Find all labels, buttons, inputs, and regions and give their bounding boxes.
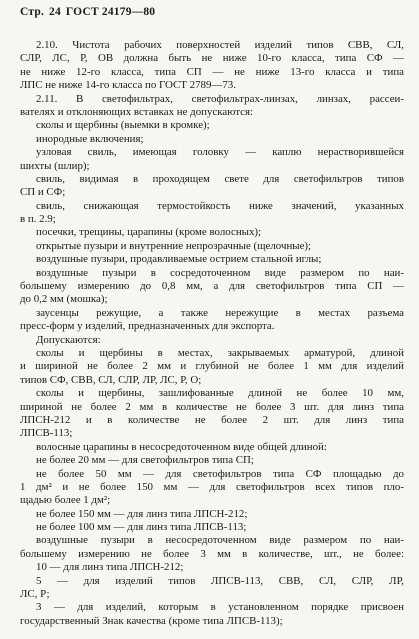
text-line: не более 20 мм — для светофильтров типа СП;	[36, 454, 254, 467]
document-body	[20, 39, 404, 628]
text-line: узловая свиль, имеющая головку — каплю нерастворившейся	[36, 146, 404, 159]
page-header	[20, 6, 160, 18]
text-line: открытые пузыри и внутренние непрозрачные (щелочные);	[36, 239, 312, 252]
text-line: 5 — для изделий типов ЛПСВ-113, СВВ, СЛ, СЛР, ЛР,	[36, 574, 404, 587]
text-line: воздушные пузыри в сосредоточенном виде размером по наи-	[36, 266, 404, 279]
text-line: сколы и щербины в местах, закрываемых арматурой, длиной	[36, 346, 404, 359]
page-label: Стр.	[20, 6, 45, 18]
text-line: волосные царапины в несосредоточенном виде общей длиной:	[36, 440, 327, 453]
text-line: большему измерению не более 3 мм в количестве, шт., не более:	[20, 547, 404, 560]
text-line: щадью более 1 дм²;	[20, 494, 111, 507]
text-line: сколы и щербины (выемки в кромке);	[36, 119, 210, 132]
text-line: ЛПСН-212 и в количестве не более 2 шт. для линз типа	[20, 413, 404, 426]
text-line: не более 50 мм — для светофильтров типа СФ площадью до	[36, 467, 404, 480]
text-line: 2.11. В светофильтрах, светофильтрах-линзах, линзах, рассеи-	[36, 92, 404, 105]
text-line: и шириной не более 2 мм и глубиной не более 1 мм для изделий	[20, 360, 404, 373]
text-line: 3 — для изделий, которым в установленном порядке присвоен	[36, 601, 404, 614]
text-line: свиль, снижающая термостойкость ниже значений, указанных	[36, 199, 404, 212]
text-line: заусенцы режущие, а также нережущие в местах разъема	[36, 306, 404, 319]
text-line: 2.10. Чистота рабочих поверхностей изделий типов СВВ, СЛ,	[36, 39, 404, 51]
text-line: ЛС, Р;	[20, 588, 50, 601]
text-line: сколы и щербины, зашлифованные длиной не более 10 мм,	[36, 387, 404, 400]
text-line: не более 100 мм — для линз типа ЛПСВ-113;	[36, 521, 247, 534]
text-line: вателях и отклоняющих вставках не допускаются:	[20, 105, 253, 118]
text-line: 10 — для линз типа ЛПСН-212;	[36, 561, 184, 574]
text-line: СП и СФ;	[20, 186, 66, 199]
standard-id: ГОСТ 24179—80	[65, 6, 156, 18]
text-line: 1 дм² и не более 150 мм — для светофильтров всех типов пло-	[20, 480, 404, 493]
page-number: 24	[49, 6, 61, 18]
text-line: воздушные пузыри в несосредоточенном виде размером по наи-	[36, 534, 404, 547]
text-line: пресс-форм у изделий, предназначенных для экспорта.	[20, 320, 275, 333]
text-line: свиль, видимая в проходящем свете для светофильтров типов	[36, 172, 404, 185]
text-line: в п. 2.9;	[20, 213, 56, 226]
text-line: Допускаются:	[36, 333, 101, 346]
text-line: шихты (шлир);	[20, 159, 90, 172]
text-line: не более 150 мм — для линз типа ЛПСН-212;	[36, 507, 248, 520]
text-line: ЛПС не ниже 14-го класса по ГОСТ 2789—73.	[20, 79, 236, 92]
text-line: ЛПСВ-113;	[20, 427, 73, 440]
text-line: шириной не более 2 мм в количестве не более 3 шт. для линз типа	[20, 400, 404, 413]
text-line: не ниже 12-го класса, типа СП — не ниже 13-го класса и типа	[20, 65, 404, 78]
text-line: инородные включения;	[36, 132, 144, 145]
text-line: типов СФ, СВВ, СЛ, СЛР, ЛР, ЛС, Р, О;	[20, 373, 202, 386]
text-line: воздушные пузыри, продавливаемые острием стальной иглы;	[36, 253, 322, 266]
text-line: до 0,2 мм (мошка);	[20, 293, 108, 306]
text-line: СЛР, ЛС, Р, ОВ должна быть не ниже 10-го класса, типа СФ —	[20, 52, 404, 65]
text-line: посечки, трещины, царапины (кроме волосных);	[36, 226, 262, 239]
text-line: государственный Знак качества (кроме типа ЛПСВ-113);	[20, 614, 283, 627]
text-line: большему измерению до 0,8 мм, а для светофильтров типа СП —	[20, 280, 404, 293]
